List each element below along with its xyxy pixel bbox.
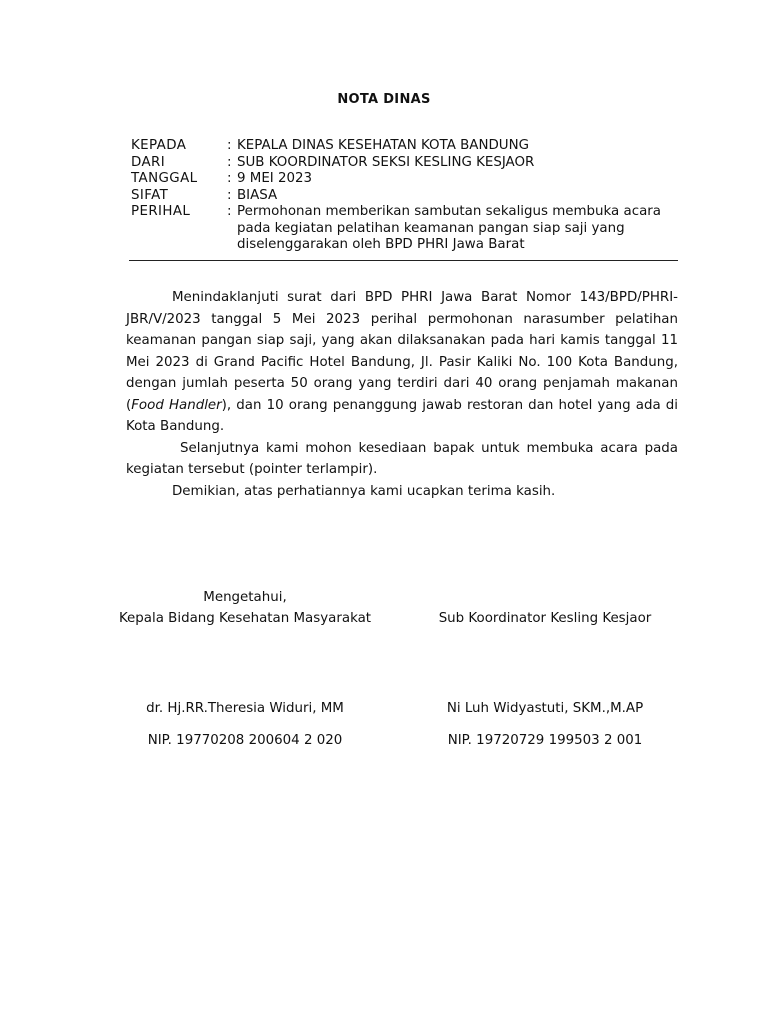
paragraph-text: ), dan 10 orang penanggung jawab restoran dan hotel yang ada di Kota Bandung. — [126, 397, 678, 434]
header-label: DARI — [131, 154, 166, 170]
signature-intro: Mengetahui, — [203, 590, 287, 605]
italic-term: Food Handler — [131, 397, 222, 413]
header-colon: : — [227, 204, 232, 219]
header-value: Permohonan memberikan sambutan sekaligus membuka acara pada kegiatan pelatihan keamanan pangan siap saji yang diselenggarakan oleh BPD PHRI Jawa Barat — [237, 204, 662, 252]
memo-body — [126, 287, 678, 502]
signature-left-nip: NIP. 19770208 200604 2 020 — [147, 733, 343, 748]
header-label: TANGGAL — [131, 171, 198, 186]
signature-left-position: Kepala Bidang Kesehatan Masyarakat — [118, 611, 372, 626]
header-colon: : — [227, 187, 232, 203]
header-colon: : — [227, 154, 232, 170]
header-colon: : — [227, 171, 232, 186]
header-label: KEPADA — [131, 138, 187, 153]
memo-header — [131, 138, 677, 254]
signature-right-name: Ni Luh Widyastuti, SKM.,M.AP — [446, 701, 644, 716]
body-paragraph-2: Selanjutnya kami mohon kesediaan bapak untuk membuka acara pada kegiatan tersebut (pointer terlampir). — [126, 440, 678, 477]
header-value: SUB KOORDINATOR SEKSI KESLING KESJAOR — [237, 154, 535, 170]
header-label: PERIHAL — [131, 204, 191, 219]
signature-left-name: dr. Hj.RR.Theresia Widuri, MM — [146, 701, 344, 716]
header-row-sifat — [131, 188, 677, 205]
header-row-perihal — [131, 204, 677, 254]
paragraph-text: Menindaklanjuti surat dari BPD PHRI Jawa Barat Nomor 143/BPD/PHRI-JBR/V/2023 tanggal 5 Mei 2023 perihal permohonan narasumber pelatihan keamanan pangan siap saji, yang akan dilaksanakan pada hari kamis tanggal 11 Mei 2023 di Grand Pacific Hotel Bandung, Jl. Pasir Kaliki No. 100 Kota Bandung, dengan jumlah peserta 50 orang yang terdiri dari 40 orang penjamah makanan ( — [126, 290, 678, 413]
header-row-kepada — [131, 138, 677, 155]
body-paragraph-3: Demikian, atas perhatiannya kami ucapkan terima kasih. — [172, 483, 556, 499]
header-value: BIASA — [237, 187, 278, 203]
header-value: KEPALA DINAS KESEHATAN KOTA BANDUNG — [237, 138, 529, 153]
header-row-dari — [131, 155, 677, 172]
document-title: NOTA DINAS — [337, 92, 431, 107]
signature-right-nip: NIP. 19720729 199503 2 001 — [447, 733, 643, 748]
signature-right-position: Sub Koordinator Kesling Kesjaor — [438, 611, 652, 626]
header-divider — [129, 260, 678, 261]
header-label: SIFAT — [131, 187, 169, 203]
header-colon: : — [227, 138, 232, 153]
body-paragraph-1 — [126, 287, 678, 438]
header-row-tanggal — [131, 171, 677, 188]
header-value: 9 MEI 2023 — [237, 171, 313, 186]
